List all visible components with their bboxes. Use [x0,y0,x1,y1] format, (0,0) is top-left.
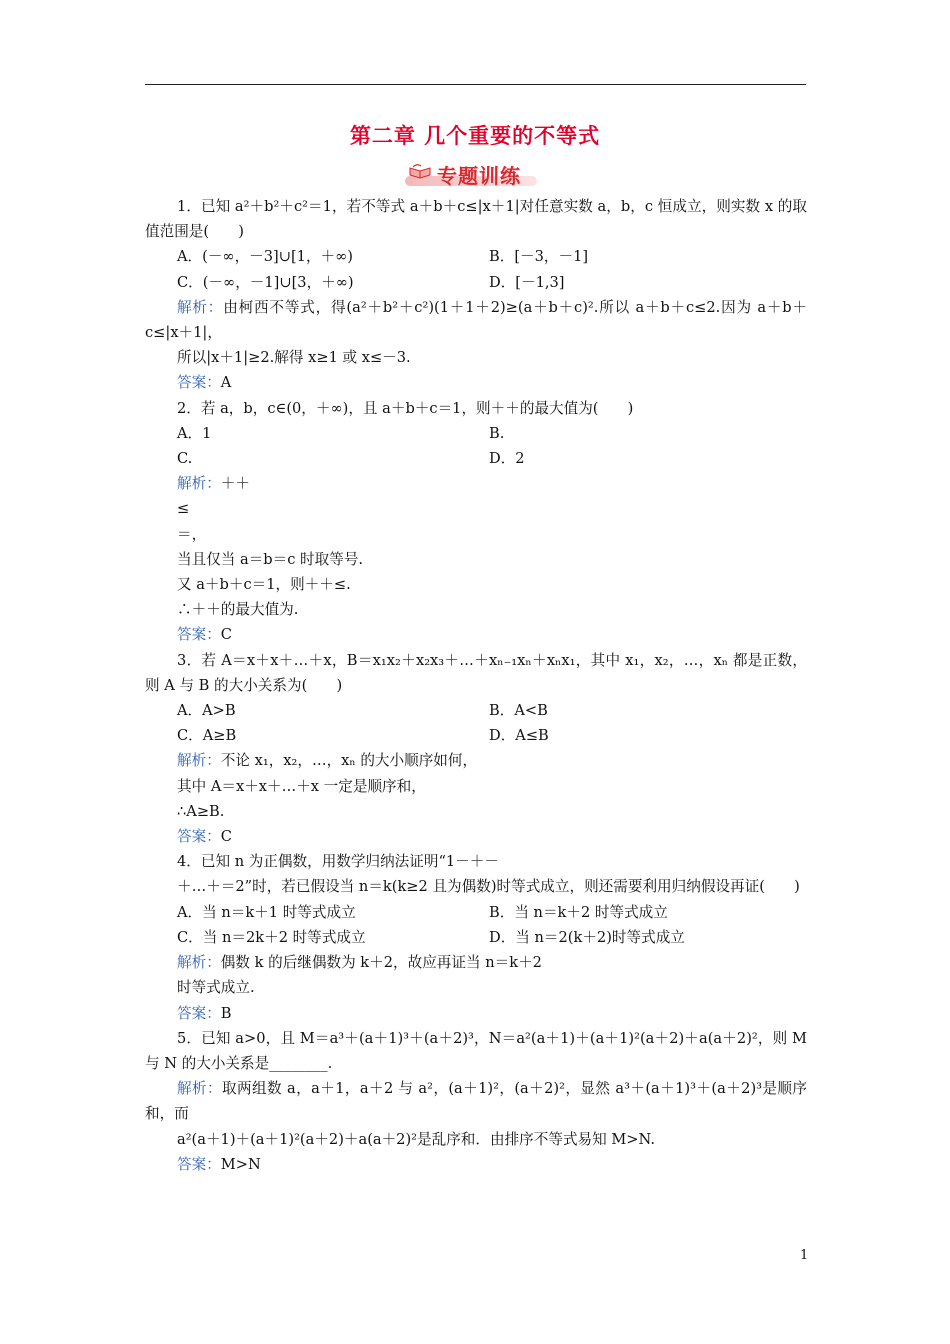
option-right: B．[－3，－1] [489,248,589,266]
text-line [145,597,807,622]
option-left: A．(－∞，－3]∪[1，＋∞) [177,248,353,266]
line-text: 1．已知 a²＋b²＋c²＝1，若不等式 a＋b＋c≤|x＋1|对任意实数 a，b，c 恒成立，则实数 x 的取值范围是( ) [145,198,807,241]
option-left: C. [177,450,193,468]
text-line [145,975,807,1000]
line-label: 答案： [177,374,221,392]
answer-options-row [145,270,807,295]
answer-options-row [145,925,807,950]
answer-line [145,370,807,395]
text-line [145,799,807,824]
answer-options-row [145,698,807,723]
text-line [145,874,807,899]
line-text: 又 a＋b＋c＝1，则＋＋≤. [177,576,351,594]
text-line [145,522,807,547]
line-text: ≤ [177,500,190,518]
solution-line [145,471,807,496]
line-text: ∴A≥B. [177,802,225,820]
line-label: 答案： [177,626,221,644]
text-line [145,496,807,521]
text-line [145,345,807,370]
text-line [145,547,807,572]
line-text: 3．若 A＝x＋x＋…＋x，B＝x₁x₂＋x₂x₃＋…＋xₙ₋₁xₙ＋xₙx₁，其中 x₁，x₂，…，xₙ 都是正数，则 A 与 B 的大小关系为( ) [145,651,807,694]
answer-options-row [145,900,807,925]
line-text: a²(a＋1)＋(a＋1)²(a＋2)＋a(a＋2)²是乱序和．由排序不等式易知 M>N. [177,1130,656,1148]
line-text: C [220,626,232,644]
answer-line [145,1152,807,1177]
option-right: B．当 n＝k＋2 时等式成立 [489,903,668,921]
line-text: ＝， [177,525,207,543]
text-line [145,648,807,698]
header-rule [145,84,806,85]
line-label: 解析： [177,298,224,316]
option-right: B. [489,424,505,442]
text-line [145,849,807,874]
solution-line [145,1076,807,1126]
line-text: 当且仅当 a＝b＝c 时取等号. [177,550,364,568]
answer-options-row [145,244,807,269]
answer-options-row [145,723,807,748]
line-text: 时等式成立. [177,979,255,997]
line-text: A [220,374,232,392]
option-right: D．A≤B [489,727,549,745]
line-label: 解析： [177,1080,222,1098]
line-label: 答案： [177,1004,221,1022]
option-left: C．(－∞，－1]∪[3，＋∞) [177,273,354,291]
text-line [145,1026,807,1076]
text-line [145,774,807,799]
option-right: D．当 n＝2(k＋2)时等式成立 [489,928,685,946]
option-left: C．A≥B [177,727,237,745]
answer-line [145,824,807,849]
line-text: 取两组数 a，a＋1，a＋2 与 a²，(a＋1)²，(a＋2)²，显然 a³＋(a＋1)³＋(a＋2)³是顺序和，而 [145,1080,807,1123]
option-left: C．当 n＝2k＋2 时等式成立 [177,928,366,946]
text-line [145,1127,807,1152]
line-text: 不论 x₁，x₂，…，xₙ 的大小顺序如何， [220,752,478,770]
option-left: A．当 n＝k＋1 时等式成立 [177,903,356,921]
line-text: 由柯西不等式，得(a²＋b²＋c²)(1＋1＋2)≥(a＋b＋c)².所以 a＋b＋c≤2.因为 a＋b＋c≤|x＋1|， [145,298,807,342]
line-text: M>N [220,1155,261,1173]
line-label: 答案： [177,828,221,846]
text-line [145,194,807,244]
solution-line [145,295,807,345]
line-text: 5．已知 a>0，且 M＝a³＋(a＋1)³＋(a＋2)³，N＝a²(a＋1)＋(a＋1)²(a＋2)＋a(a＋2)²，则 M 与 N 的大小关系是________. [145,1029,807,1072]
answer-options-row [145,446,807,471]
line-text: ＋…＋＝2”时，若已假设当 n＝k(k≥2 且为偶数)时等式成立，则还需要利用归纳假设再证( ) [177,878,800,896]
line-text: 4．已知 n 为正偶数，用数学归纳法证明“1－＋－ [177,853,499,871]
line-label: 答案： [177,1155,221,1173]
page-number: 1 [800,1248,809,1263]
answer-options-row [145,421,807,446]
line-text: B [220,1004,232,1022]
topic-badge [403,158,548,188]
line-text: 偶数 k 的后继偶数为 k＋2，故应再证当 n＝k＋2 [220,954,542,972]
option-left: A．A>B [177,702,236,720]
line-text: C [220,828,232,846]
option-right: D．2 [489,450,525,468]
option-left: A．1 [177,424,212,442]
line-text: ＋＋ [220,475,250,493]
line-text: 其中 A＝x＋x＋…＋x 一定是顺序和， [177,777,426,795]
option-right: B．A<B [489,702,548,720]
badge-label: 专题训练 [437,164,521,188]
line-text: ∴＋＋的最大值为. [177,601,299,619]
answer-line [145,1001,807,1026]
text-line [145,396,807,421]
line-label: 解析： [177,752,221,770]
solution-line [145,950,807,975]
line-label: 解析： [177,954,221,972]
line-text: 所以|x＋1|≥2.解得 x≥1 或 x≤－3. [177,349,411,367]
line-text: 2．若 a，b，c∈(0，＋∞)，且 a＋b＋c＝1，则＋＋的最大值为( ) [177,399,634,417]
option-right: D．[－1,3] [489,273,565,291]
book-icon [409,163,431,179]
exercise-content [145,194,807,1177]
line-label: 解析： [177,475,221,493]
answer-line [145,622,807,647]
text-line [145,572,807,597]
solution-line [145,748,807,773]
chapter-title: 第二章 几个重要的不等式 [349,124,601,148]
